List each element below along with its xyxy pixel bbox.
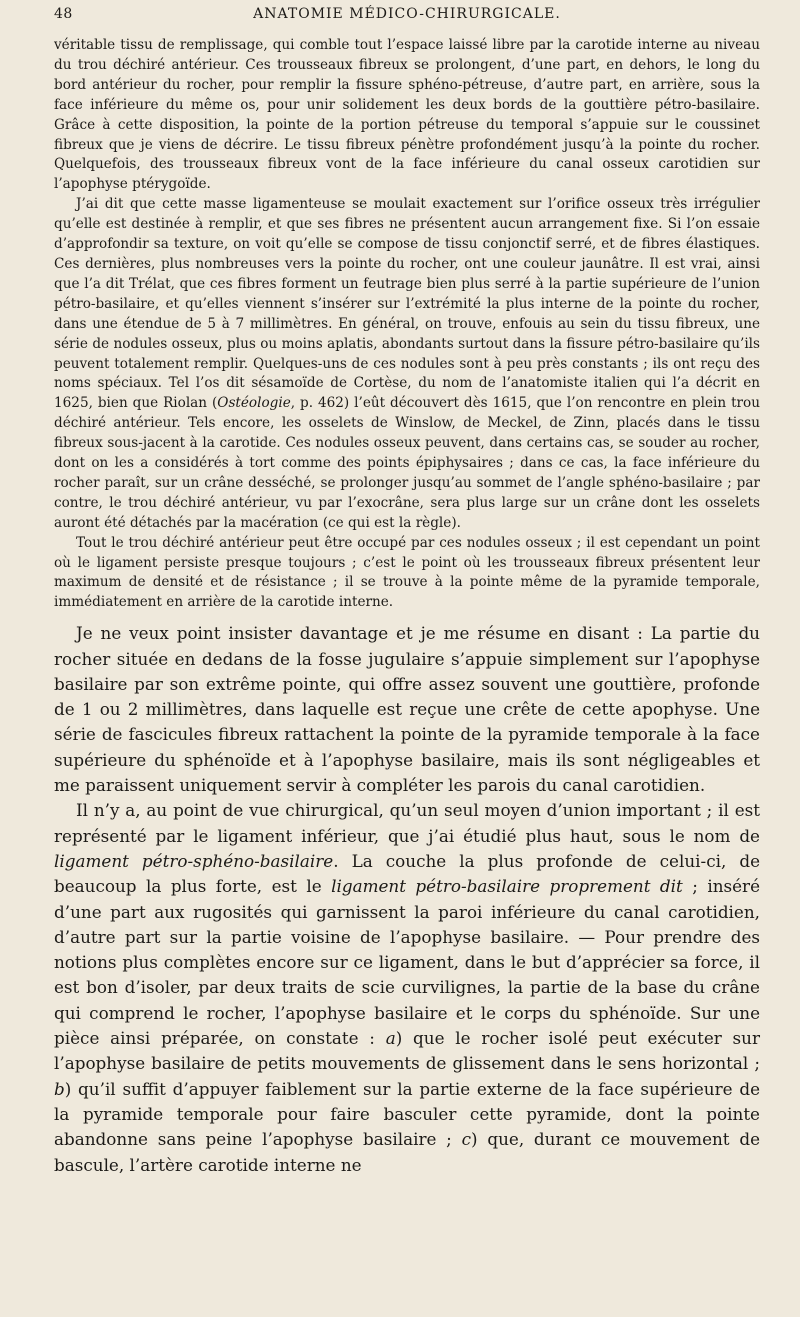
text-run: ) qu’il suffit d’appuyer faiblement sur la partie externe de la face supérieure de la pyramide temporale pour faire basculer cette pyramide, dont la pointe abandonne sans peine l’apophyse basilaire ; xyxy=(54,1078,760,1150)
paragraph: Tout le trou déchiré antérieur peut être occupé par ces nodules osseux ; il est cependant un point où le ligament persiste presque toujours ; c’est le point où les trousseaux fibreux présentent leur maximum de densité et de résistance ; il se trouve à la pointe même de la pyramide temporale, immédiatement en arrière de la carotide interne. xyxy=(54,534,760,611)
page-header xyxy=(54,6,760,36)
paragraph: Je ne veux point insister davantage et je me résume en disant : La partie du rocher située en dedans de la fosse jugulaire s’appuie simplement sur l’apophyse basilaire par son extrême pointe, qui offre assez souvent une gouttière, profonde de 1 ou 2 millimètres, dans laquelle est reçue une crête de cette apophyse. Une série de fascicules fibreux rattachent la pointe de la pyramide temporale à la face supérieure du sphénoïde et à l’apophyse basilaire, mais ils sont négligeables et me paraissent uniquement servir à compléter les parois du canal carotidien. xyxy=(54,623,760,796)
main-text-section xyxy=(54,621,760,1178)
italic-letter: a xyxy=(385,1028,396,1049)
italic-term: ligament pétro-basilaire proprement dit xyxy=(331,876,683,897)
page-number: 48 xyxy=(54,6,73,22)
text-run: ) que le rocher isolé peut exécuter sur l’apophyse basilaire de petits mouvements de glissement dans le sens horizontal ; xyxy=(54,1028,760,1074)
text-run: ; inséré d’une part aux rugosités qui garnissent la paroi inférieure du canal carotidien, d’autre part sur la partie voisine de l’apophyse basilaire. — Pour prendre des notions plus complètes encore sur ce ligament, dans le but d’apprécier sa force, il est bon d’isoler, par deux traits de scie curvilignes, la partie de la base du crâne qui comprend le rocher, l’apophyse basilaire et le corps du sphénoïde. Sur une pièce ainsi préparée, on constate : xyxy=(54,876,761,1049)
text-run: , p. 462) l’eût découvert dès 1615, que l’on rencontre en plein trou déchiré antérieur. Tels encore, les osselets de Winslow, de Meckel, de Zinn, placés dans le tissu fibreux sous-jacent à la carotide. Ces nodules osseux peuvent, dans certains cas, se souder au rocher, dont on les a considérés à tort comme des points épiphysaires ; dans ce cas, la face inférieure du rocher paraît, sur un crâne desséché, se prolonger jusqu’au sommet de l’angle sphéno-basilaire ; par contre, le trou déchiré antérieur, vu par l’exocrâne, sera plus large sur un crâne dont les osselets auront été détachés par la macération (ce qui est la règle). xyxy=(54,395,760,531)
paragraph: véritable tissu de remplissage, qui comble tout l’espace laissé libre par la carotide interne au niveau du trou déchiré antérieur. Ces trousseaux fibreux se prolongent, d’une part, en dehors, le long du bord antérieur du rocher, pour remplir la fissure sphéno-pétreuse, d’autre part, en arrière, sous la face inférieure du même os, pour unir solidement les deux bords de la gouttière pétro-basilaire. Grâce à cette disposition, la pointe de la portion pétreuse du temporal s’appuie sur le coussinet fibreux que je viens de décrire. Le tissu fibreux pénètre profondément jusqu’à la pointe du rocher. Quelquefois, des trousseaux fibreux vont de la face inférieure du canal osseux carotidien sur l’apophyse ptérygoïde. xyxy=(54,37,760,193)
italic-term: ligament pétro-sphéno-basilaire xyxy=(54,850,334,871)
italic-letter: c xyxy=(461,1129,472,1150)
text-run: Il n’y a, au point de vue chirurgical, qu’un seul moyen d’union important ; il est représenté par le ligament inférieur, que j’ai étudié plus haut, sous le nom de xyxy=(54,800,760,846)
small-print-section xyxy=(54,36,760,613)
page xyxy=(0,6,800,1317)
text-run: ) que, durant ce mouvement de bascule, l’artère carotide interne ne xyxy=(54,1129,760,1175)
paragraph xyxy=(54,798,760,1177)
paragraph xyxy=(54,195,760,533)
text-run: J’ai dit que cette masse ligamenteuse se moulait exactement sur l’orifice osseux très irrégulier qu’elle est destinée à remplir, et que ses fibres ne présentent aucun arrangement fixe. Si l’on essaie d’approfondir sa texture, on voit qu’elle se compose de tissu conjonctif serré, et de fibres élastiques. Ces dernières, plus nombreuses vers la pointe du rocher, ont une couleur jaunâtre. Il est vrai, ainsi que l’a dit Trélat, que ces fibres forment un feutrage bien plus serré à la partie supérieure de l’union pétro-basilaire, et qu’elles viennent s’insérer sur l’extrémité la plus interne de la pointe du rocher, dans une étendue de 5 à 7 millimètres. En général, on trouve, enfouis au sein du tissu fibreux, une série de nodules osseux, plus ou moins aplatis, abondants surtout dans la fissure pétro-basilaire qu’ils peuvent totalement remplir. Quelques-uns de ces nodules sont à peu près constants ; ils ont reçu des noms spéciaux. Tel l’os dit sésamoïde de Cortèse, du nom de l’anatomiste italien qui l’a décrit en 1625, bien que Riolan ( xyxy=(54,196,760,412)
italic-letter: b xyxy=(54,1078,65,1099)
italic-citation: Ostéologie xyxy=(217,395,291,412)
running-title: ANATOMIE MÉDICO-CHIRURGICALE. xyxy=(253,6,561,22)
text-run: . La couche la plus profonde de celui-ci, de beaucoup la plus forte, est le xyxy=(54,850,760,897)
